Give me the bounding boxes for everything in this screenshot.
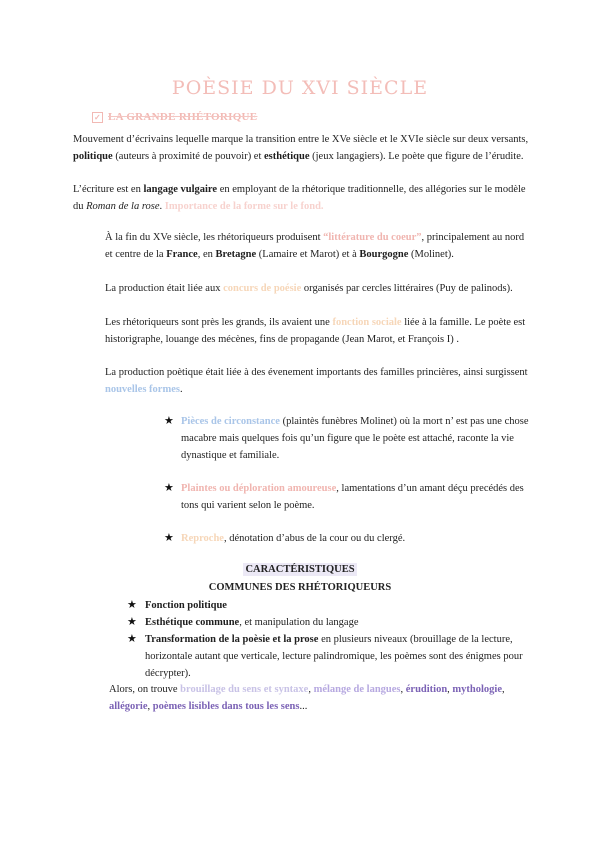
bold-text: politique bbox=[73, 151, 113, 162]
section-heading-text: LA GRANDE RHÉTORIQUE bbox=[108, 111, 258, 123]
text: (plaintès funèbres Molinet) où la mort n’ est pas une chose macabre mais quelques fois qu’un figure que le poète est attaché, raconte la vie dynastique et familiale. bbox=[181, 416, 529, 461]
text: (jeux langagiers). Le poète que figure de l’érudite. bbox=[309, 151, 524, 162]
text: Les rhétoriqueurs sont près les grands, ils avaient une bbox=[105, 317, 333, 328]
highlight-text: brouillage du sens et syntaxe bbox=[180, 684, 309, 695]
intro-paragraph-1 bbox=[73, 131, 533, 165]
text: , bbox=[400, 684, 406, 695]
italic-title: Roman de la rose bbox=[86, 201, 160, 212]
highlight-text: Reproche bbox=[181, 533, 224, 544]
highlight-text: mythologie bbox=[452, 684, 502, 695]
text: , bbox=[447, 684, 453, 695]
text: (auteurs à proximité de pouvoir) et bbox=[112, 151, 265, 162]
checkbox-icon: ✓ bbox=[93, 112, 101, 122]
text: , en bbox=[197, 249, 216, 260]
bold-text: langage vulgaire bbox=[143, 184, 218, 195]
highlight-text: Importance de la forme sur le fond. bbox=[164, 201, 324, 212]
paragraph-1 bbox=[105, 229, 533, 263]
highlight-text: érudition bbox=[405, 684, 448, 695]
intro-paragraph-2 bbox=[73, 181, 533, 215]
text: Alors, on trouve bbox=[109, 684, 181, 695]
bullet-item bbox=[181, 480, 531, 514]
text: en employant de la rhétorique traditionnelle, des allégories sur le modèle du bbox=[73, 184, 526, 212]
characteristics-subheading: COMMUNES DES RHÉTORIQUEURS bbox=[208, 582, 392, 593]
characteristic-item bbox=[145, 631, 535, 682]
text: La production était liée aux bbox=[105, 283, 224, 294]
bold-text: Bretagne bbox=[215, 249, 257, 260]
star-bullet-icon: ★ bbox=[127, 633, 137, 645]
text: La production poètique était liée à des évenement importants des familles princières, ainsi surgissent bbox=[105, 367, 528, 378]
text: , bbox=[502, 684, 505, 695]
highlight-text: concurs de poésie bbox=[223, 283, 302, 294]
highlight-text: mélange de langues bbox=[313, 684, 401, 695]
highlight-text: nouvelles formes bbox=[105, 384, 180, 395]
paragraph-3 bbox=[105, 314, 533, 348]
bold-text: France bbox=[166, 249, 198, 260]
star-bullet-icon: ★ bbox=[127, 616, 137, 628]
highlight-text: poèmes lisibles dans tous les sens bbox=[152, 701, 300, 712]
highlight-text: Pièces de circonstance bbox=[181, 416, 280, 427]
text: , lamentations d’un amant déçu precédés des tons qui varient selon le poème. bbox=[181, 483, 524, 511]
characteristics-heading bbox=[0, 564, 600, 575]
text: organisés par cercles littéraires (Puy de palinods). bbox=[301, 283, 513, 294]
text: (Lamaire et Marot) et à bbox=[256, 249, 360, 260]
highlight-text: fonction sociale bbox=[332, 317, 402, 328]
text: en plusieurs niveaux (brouillage de la lecture, horizontale autant que verticale, lecture palindromique, les poèmes sont des énigmes pour décrypter). bbox=[145, 634, 523, 679]
paragraph-4 bbox=[105, 364, 533, 398]
characteristic-item bbox=[145, 614, 535, 631]
text: , bbox=[147, 701, 153, 712]
text: , bbox=[308, 684, 314, 695]
text: . bbox=[159, 201, 165, 212]
text: , dénotation d’abus de la cour ou du clergé. bbox=[223, 533, 406, 544]
bold-text: Fonction politique bbox=[145, 600, 227, 611]
highlight-text: Plaintes ou déploration amoureuse bbox=[181, 483, 337, 494]
text: L’écriture est en bbox=[73, 184, 144, 195]
text: (Molinet). bbox=[408, 249, 454, 260]
highlight-text: allégorie bbox=[109, 701, 148, 712]
text: Mouvement d’écrivains lequelle marque la transition entre le XVe siècle et le XVIe siècle sur deux versants, bbox=[73, 134, 529, 145]
text: . bbox=[179, 384, 183, 395]
bold-text: Transformation de la poèsie et la prose bbox=[145, 634, 319, 645]
highlight-text: “littérature du coeur” bbox=[323, 232, 422, 243]
text: , et manipulation du langage bbox=[239, 617, 359, 628]
star-bullet-icon: ★ bbox=[164, 482, 174, 494]
bold-text: Bourgogne bbox=[359, 249, 409, 260]
section-heading bbox=[92, 111, 257, 123]
bullet-item bbox=[181, 530, 531, 547]
text: ... bbox=[299, 701, 308, 712]
star-bullet-icon: ★ bbox=[164, 532, 174, 544]
text: , principalement au nord et centre de la bbox=[105, 232, 525, 260]
text: liée à la famille. Le poète est historigraphe, louange des mécènes, fins de propagande (Jean Marot, et François I) . bbox=[105, 317, 526, 345]
bold-text: esthétique bbox=[264, 151, 310, 162]
text: À la fin du XVe siècle, les rhétoriqueurs produisent bbox=[105, 232, 324, 243]
paragraph-2 bbox=[105, 280, 533, 297]
closing-paragraph bbox=[109, 681, 529, 715]
star-bullet-icon: ★ bbox=[164, 415, 174, 427]
heading-text: CARACTÉRISTIQUES bbox=[245, 564, 355, 575]
page-title: POÈSIE DU XVI SIÈCLE bbox=[171, 77, 429, 99]
bullet-item bbox=[181, 413, 531, 464]
star-bullet-icon: ★ bbox=[127, 599, 137, 611]
characteristic-item bbox=[145, 597, 535, 614]
bold-text: Esthétique commune bbox=[145, 617, 240, 628]
